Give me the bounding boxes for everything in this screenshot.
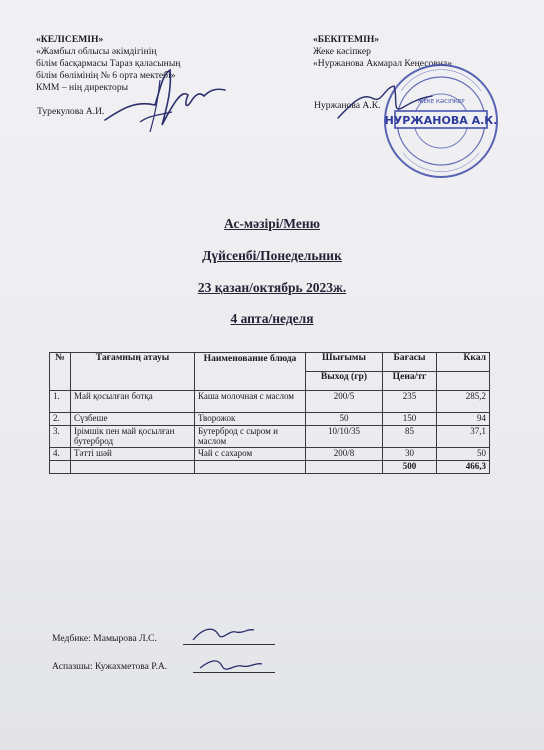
row-num: 3. [50, 426, 71, 448]
header-num: № [50, 353, 71, 391]
stamp-inner-text: ЖЕКЕ КӘСІПКЕР [417, 99, 465, 105]
week-title: 4 апта/неделя [230, 311, 314, 326]
approval-left-heading: «КЕЛІСЕМІН» [36, 34, 104, 45]
table-total-row [50, 461, 490, 474]
day-title: Дүйсенбі/Понедельник [202, 248, 342, 263]
total-empty-cell [195, 461, 306, 474]
row-kcal: 50 [437, 448, 490, 461]
total-empty-cell [50, 461, 71, 474]
date-title: 23 қазан/октябрь 2023ж. [197, 280, 347, 295]
row-kcal: 37,1 [437, 426, 490, 448]
row-name-kz: Тәтті шәй [71, 448, 195, 461]
row-kcal: 94 [437, 413, 490, 426]
table-row [50, 391, 490, 413]
approval-left-line: «Жамбыл облысы әкімдігінің [36, 46, 157, 57]
row-name-kz: Сүзбеше [71, 413, 195, 426]
row-name-kz: Май қосылған ботқа [71, 391, 195, 413]
entrepreneur-signature [332, 68, 452, 138]
cook-signature-line: Аспазшы: Кужахметова Р.А. [52, 661, 168, 672]
row-output: 200/5 [306, 391, 383, 413]
row-output: 200/8 [306, 448, 383, 461]
row-kcal: 285,2 [437, 391, 490, 413]
header-name-ru: Наименование блюда [195, 353, 306, 391]
row-num: 4. [50, 448, 71, 461]
row-price: 150 [383, 413, 437, 426]
row-name-ru: Каша молочная с маслом [195, 391, 306, 413]
approval-right-line: Жеке кәсіпкер [313, 46, 371, 57]
row-name-ru: Бутерброд с сыром и маслом [195, 426, 306, 448]
row-price: 30 [383, 448, 437, 461]
approval-left-signer: Турекулова А.И. [37, 106, 105, 117]
table-row [50, 448, 490, 461]
header-name-kz: Тағамның атауы [71, 353, 195, 391]
row-num: 2. [50, 413, 71, 426]
row-price: 85 [383, 426, 437, 448]
approval-left-line: білім басқармасы Тараз қаласының [36, 58, 181, 69]
nurse-signature-line: Медбике: Мамырова Л.С. [52, 633, 157, 644]
nurse-signature [188, 620, 258, 650]
row-output: 50 [306, 413, 383, 426]
row-price: 235 [383, 391, 437, 413]
row-output: 10/10/35 [306, 426, 383, 448]
total-empty-cell [71, 461, 195, 474]
menu-title: Ас-мәзірі/Меню [224, 216, 320, 231]
total-price: 500 [383, 461, 437, 474]
row-name-ru: Чай с сахаром [195, 448, 306, 461]
approval-left-line: білім бөлімінің № 6 орта мектебі» [36, 70, 176, 81]
header-output-ru: Выход (гр) [306, 372, 383, 391]
approval-right-line: «Нуржанова Акмарал Кеңесовна» [313, 58, 453, 69]
table-row [50, 413, 490, 426]
total-empty-cell [306, 461, 383, 474]
header-price-ru: Цена/тг [383, 372, 437, 391]
approval-right-heading: «БЕКІТЕМІН» [313, 34, 380, 45]
approval-right-signer: Нуржанова А.К. [314, 100, 381, 111]
header-price-kz: Бағасы [383, 353, 437, 372]
row-name-ru: Творожок [195, 413, 306, 426]
row-name-kz: Ірімшік пен май қосылған бутерброд [71, 426, 195, 448]
table-row [50, 426, 490, 448]
director-signature [100, 60, 230, 140]
cook-signature [196, 650, 266, 680]
row-num: 1. [50, 391, 71, 413]
header-kcal-empty [437, 372, 490, 391]
table-header-row [50, 353, 490, 372]
menu-table [49, 352, 490, 474]
stamp-center-name: НУРЖАНОВА А.К. [384, 114, 498, 127]
total-kcal: 466,3 [437, 461, 490, 474]
header-kcal: Ккал [437, 353, 490, 372]
approval-left-line: КММ – нің директоры [36, 82, 129, 93]
header-output-kz: Шығымы [306, 353, 383, 372]
